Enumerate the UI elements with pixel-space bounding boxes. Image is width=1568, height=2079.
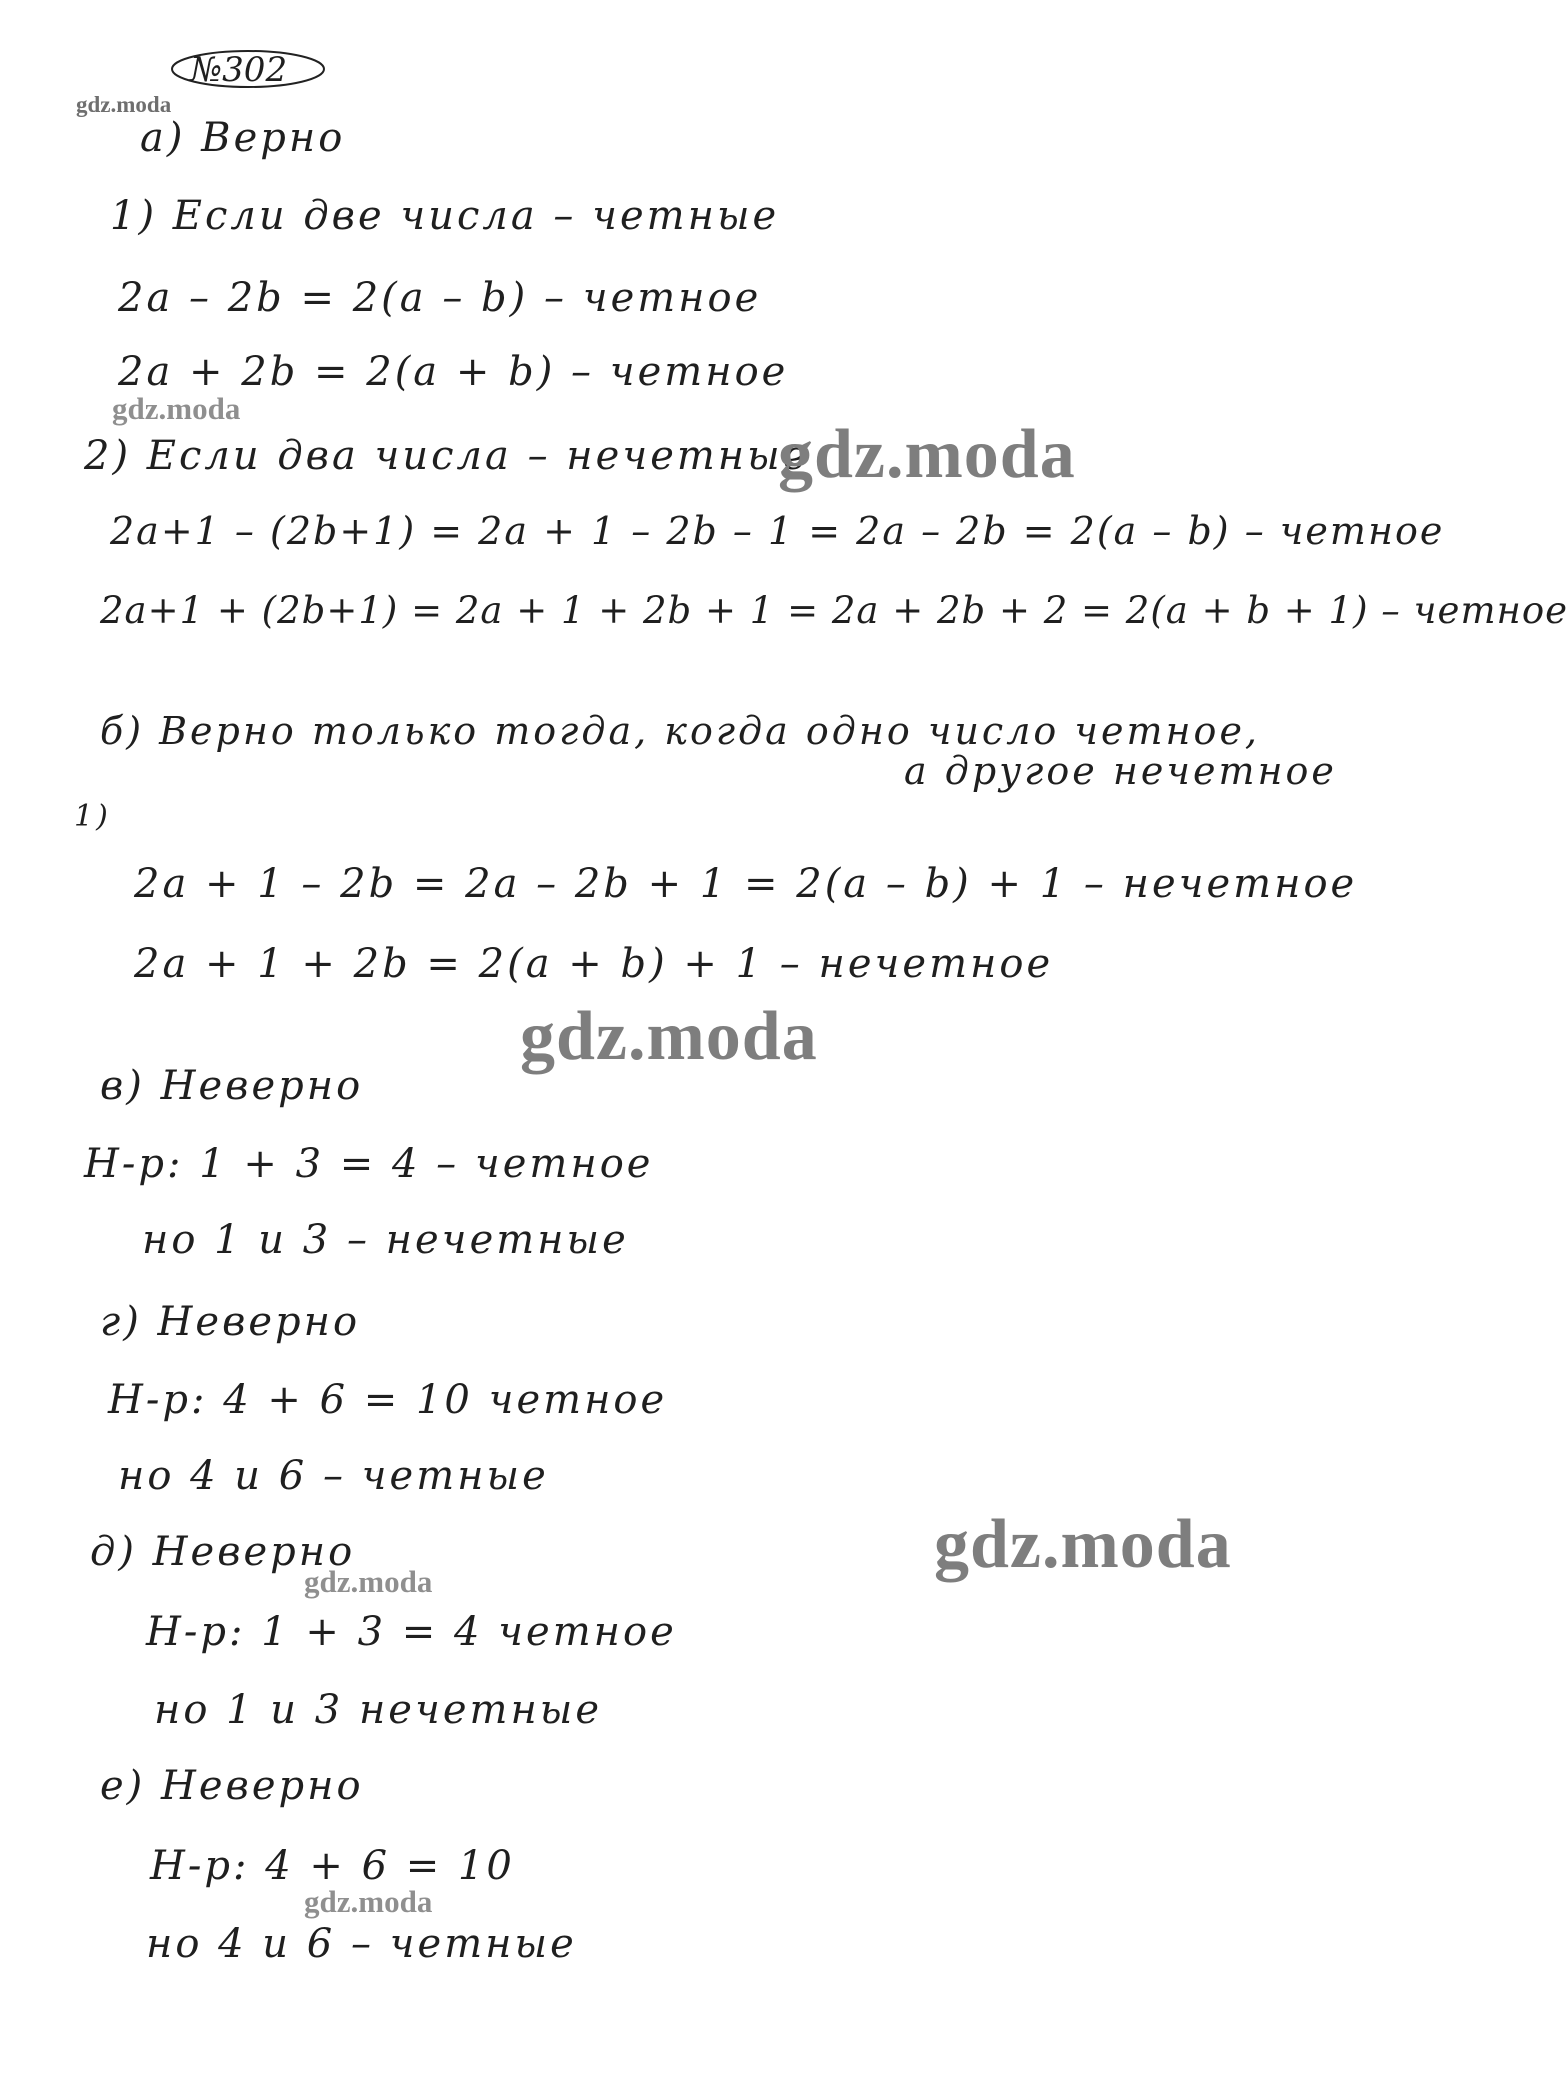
part-b-equation-1: 2a + 1 – 2b = 2a – 2b + 1 = 2(a – b) + 1 – нечетное [134, 861, 1358, 907]
part-a-case1: 1) Если две числа – четные [110, 193, 780, 239]
watermark-corner: gdz.moda [76, 92, 172, 117]
part-e-note: но 4 и 6 – четные [146, 1921, 577, 1967]
part-v-header: в) Неверно [100, 1063, 364, 1109]
task-number: №302 [190, 50, 288, 90]
watermark-large: gdz.moda [934, 1506, 1232, 1583]
watermark-small: gdz.moda [112, 391, 241, 426]
part-a-equation-2: 2a + 2b = 2(a + b) – четное [118, 349, 789, 395]
part-b-equation-2: 2a + 1 + 2b = 2(a + b) + 1 – нечетное [134, 941, 1054, 987]
part-a-case2: 2) Если два числа – нечетные [84, 433, 810, 479]
watermark-large: gdz.moda [778, 416, 1076, 493]
part-d-header: д) Неверно [90, 1529, 356, 1575]
part-a-equation-1: 2a – 2b = 2(a – b) – четное [118, 275, 762, 321]
part-a-equation-3: 2a+1 – (2b+1) = 2a + 1 – 2b – 1 = 2a – 2b = 2(a – b) – четное [110, 509, 1445, 553]
part-g-header: г) Неверно [100, 1299, 361, 1345]
part-g-note: но 4 и 6 – четные [118, 1453, 549, 1499]
watermark-small: gdz.moda [304, 1884, 433, 1919]
part-d-note: но 1 и 3 нечетные [154, 1687, 603, 1733]
part-v-example: Н-р: 1 + 3 = 4 – четное [84, 1141, 654, 1187]
task-number-badge [168, 44, 328, 94]
part-a-equation-4: 2a+1 + (2b+1) = 2a + 1 + 2b + 1 = 2a + 2b + 2 = 2(a + b + 1) – четное [100, 589, 1568, 632]
part-g-example: Н-р: 4 + 6 = 10 четное [108, 1377, 668, 1423]
part-b-header: б) Верно только тогда, когда одно число четное, [100, 709, 1261, 753]
part-d-example: Н-р: 1 + 3 = 4 четное [146, 1609, 677, 1655]
part-v-note: но 1 и 3 – нечетные [142, 1217, 629, 1263]
part-b-header-continued: а другое нечетное [904, 749, 1337, 793]
watermark-large: gdz.moda [520, 998, 818, 1075]
part-e-header: е) Неверно [100, 1763, 364, 1809]
part-b-case1: 1) [74, 799, 111, 834]
part-e-example: Н-р: 4 + 6 = 10 [150, 1843, 515, 1889]
part-a-header: а) Верно [140, 115, 346, 161]
watermark-small: gdz.moda [304, 1564, 433, 1599]
